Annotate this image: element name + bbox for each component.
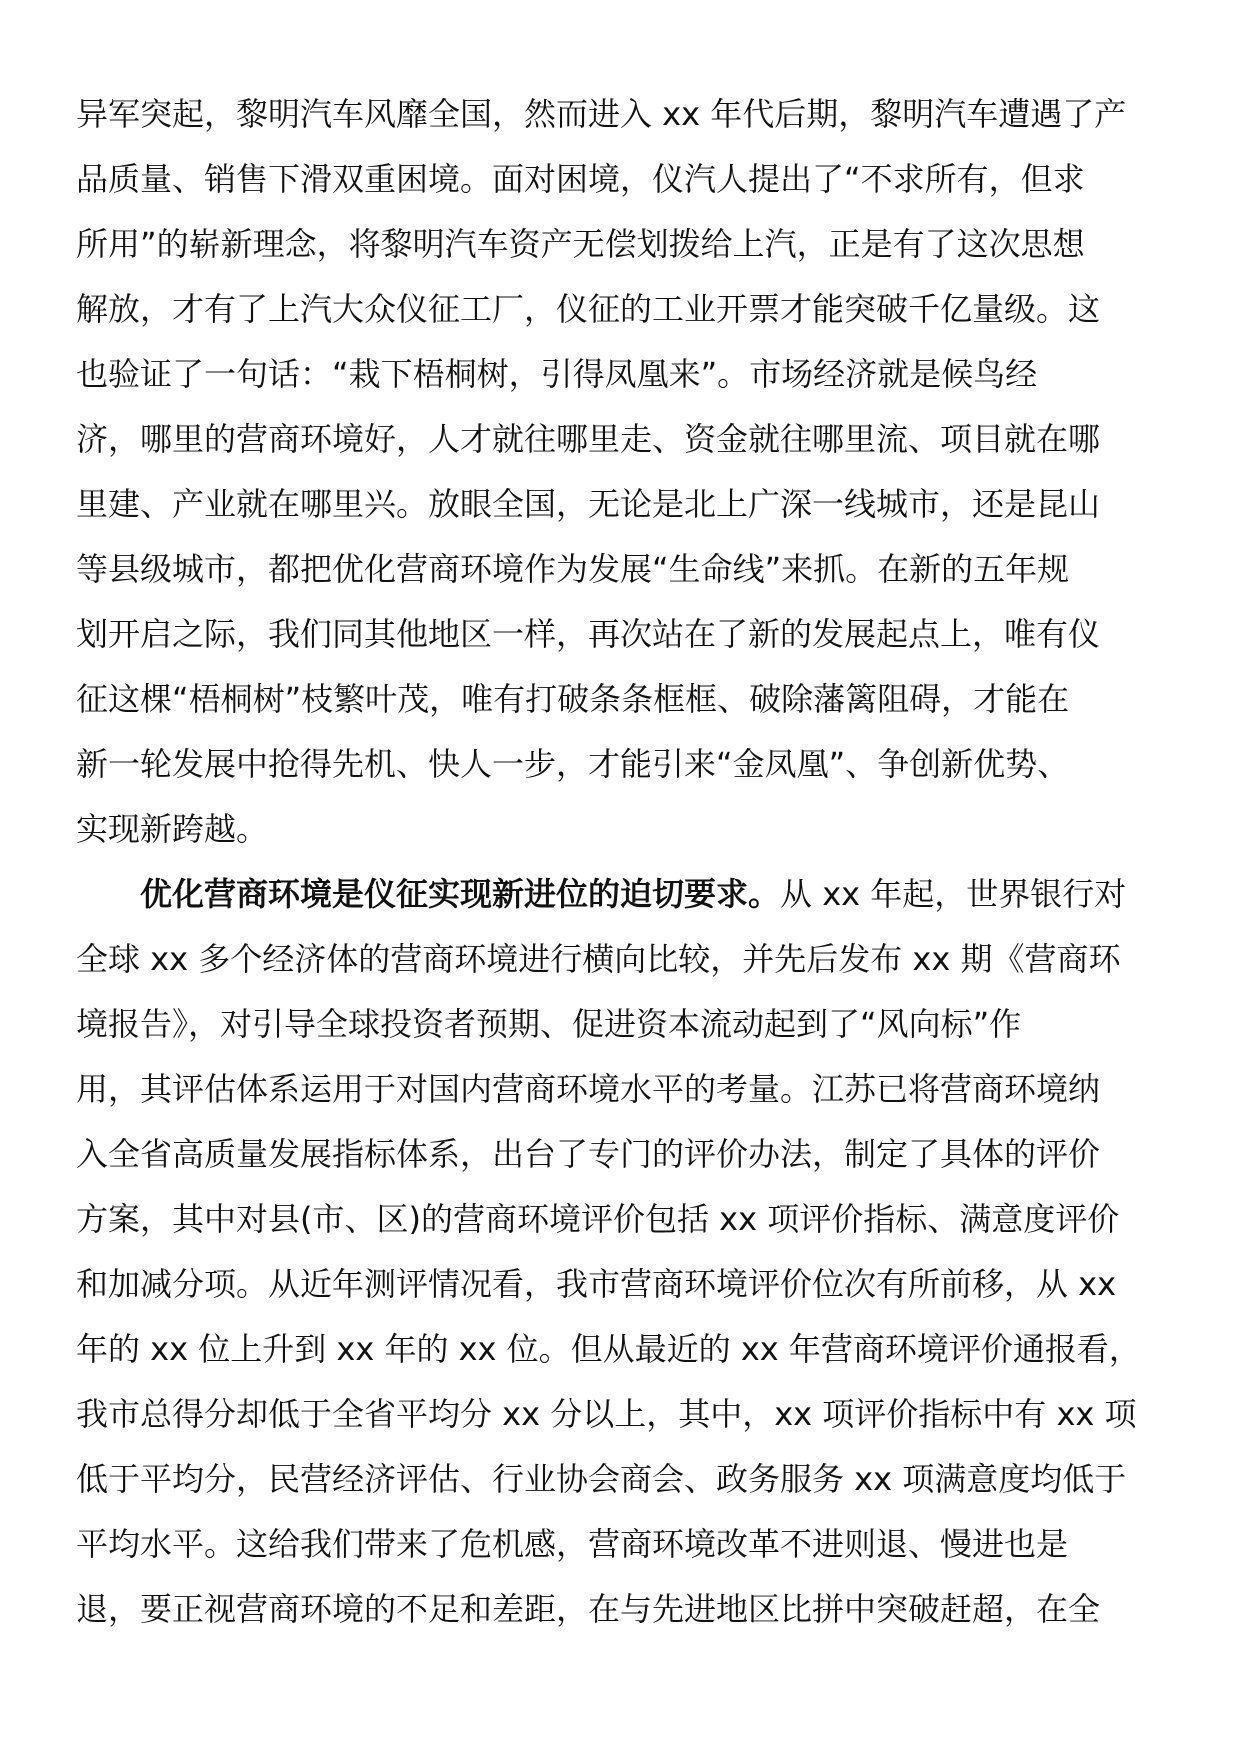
text-line: 平均水平。这给我们带来了危机感，营商环境改革不进则退、慢进也是 <box>76 1525 1069 1563</box>
text-span: 从 xx 年起，世界银行对 <box>780 875 1127 913</box>
text-line: 品质量、销售下滑双重困境。面对困境，仪汽人提出了“不求所有，但求 <box>76 160 1085 198</box>
document-body <box>76 82 1166 1642</box>
text-line: 划开启之际，我们同其他地区一样，再次站在了新的发展起点上，唯有仪 <box>76 615 1101 653</box>
text-line-first <box>76 862 1166 927</box>
paragraph-heading: 优化营商环境是仪征实现新进位的迫切要求。 <box>140 875 781 913</box>
text-line: 用，其评估体系运用于对国内营商环境水平的考量。江苏已将营商环境纳 <box>76 1070 1101 1108</box>
text-line: 实现新跨越。 <box>76 810 269 848</box>
text-line: 也验证了一句话：“栽下梧桐树，引得凤凰来”。市场经济就是候鸟经 <box>76 355 1038 393</box>
text-line: 全球 xx 多个经济体的营商环境进行横向比较，并先后发布 xx 期《营商环 <box>76 940 1121 978</box>
text-line: 年的 xx 位上升到 xx 年的 xx 位。但从最近的 xx 年营商环境评价通报看， <box>76 1330 1141 1368</box>
paragraph-2 <box>76 862 1166 1642</box>
text-line: 异军突起，黎明汽车风靡全国，然而进入 xx 年代后期，黎明汽车遭遇了产 <box>76 95 1127 133</box>
text-line: 征这棵“梧桐树”枝繁叶茂，唯有打破条条框框、破除藩篱阻碍，才能在 <box>76 680 1070 718</box>
text-line: 等县级城市，都把优化营商环境作为发展“生命线”来抓。在新的五年规 <box>76 550 1070 588</box>
text-line: 低于平均分，民营经济评估、行业协会商会、政务服务 xx 项满意度均低于 <box>76 1460 1127 1498</box>
text-line: 入全省高质量发展指标体系，出台了专门的评价办法，制定了具体的评价 <box>76 1135 1101 1173</box>
text-line: 济，哪里的营商环境好，人才就往哪里走、资金就往哪里流、项目就在哪 <box>76 420 1101 458</box>
text-line: 和加减分项。从近年测评情况看，我市营商环境评价位次有所前移，从 xx <box>76 1265 1117 1303</box>
text-line: 退，要正视营商环境的不足和差距，在与先进地区比拼中突破赶超，在全 <box>76 1590 1101 1628</box>
text-line: 新一轮发展中抢得先机、快人一步，才能引来“金凤凰”、争创新优势、 <box>76 745 1070 783</box>
text-line: 境报告》，对引导全球投资者预期、促进资本流动起到了“风向标”作 <box>76 1005 1022 1043</box>
text-line: 解放，才有了上汽大众仪征工厂，仪征的工业开票才能突破千亿量级。这 <box>76 290 1101 328</box>
text-line: 方案，其中对县(市、区)的营商环境评价包括 xx 项评价指标、满意度评价 <box>76 1200 1120 1238</box>
paragraph-1 <box>76 82 1166 862</box>
text-line: 所用”的崭新理念，将黎明汽车资产无偿划拨给上汽，正是有了这次思想 <box>76 225 1085 263</box>
text-line: 我市总得分却低于全省平均分 xx 分以上，其中，xx 项评价指标中有 xx 项 <box>76 1395 1137 1433</box>
text-line: 里建、产业就在哪里兴。放眼全国，无论是北上广深一线城市，还是昆山 <box>76 485 1101 523</box>
